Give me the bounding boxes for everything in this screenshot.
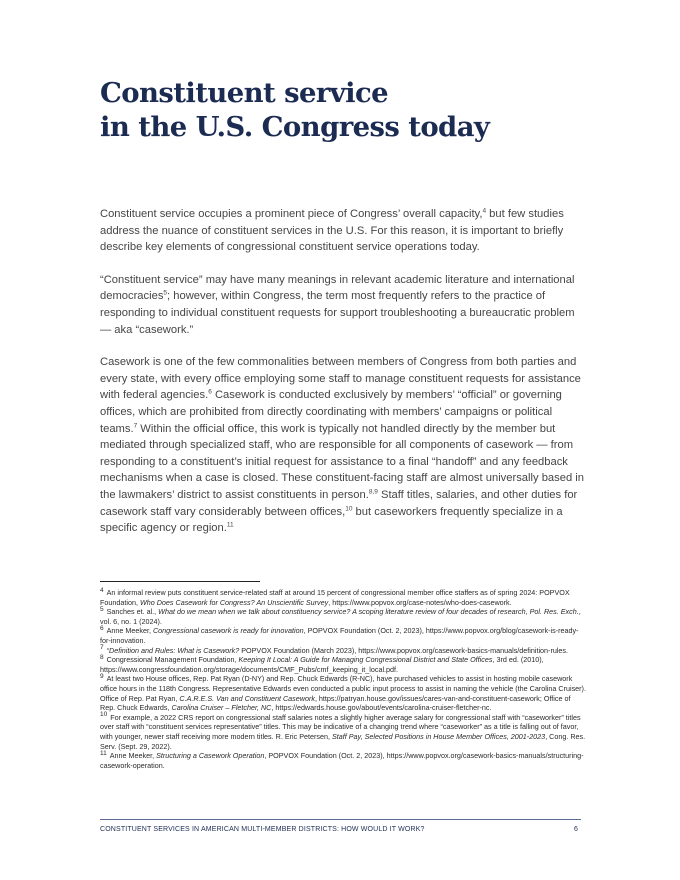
paragraph-text: Constituent service occupies a prominent piece of Congress’ overall capacity,: [100, 208, 483, 220]
footnote-text: , POPVOX Foundation (Oct. 2, 2023), https://www.popvox.org/casework-basics-manuals/structuring-casework-operation.: [100, 751, 584, 770]
footnote-mark: 8: [100, 653, 104, 661]
footnote-ref[interactable]: 8,9: [368, 488, 378, 496]
paragraph-text: Casework is one of the few commonalities between members of Congress from both parties and every state, with every office employing some staff to manage constituent requests for assistance with federal agencies.: [100, 356, 581, 402]
footnote-ref[interactable]: 11: [226, 521, 234, 529]
footnote-title: “Definition and Rules: What is Casework?: [106, 645, 240, 655]
footnote-ref[interactable]: 5: [163, 289, 168, 297]
footnote-text: Anne Meeker,: [109, 751, 157, 761]
footnote-8: [100, 655, 586, 674]
paragraph-text: ; however, within Congress, the term most frequently refers to the practice of responding to individual constituent requests for support troubleshooting a bureaucratic problem — aka “casework.”: [100, 290, 575, 336]
paragraph-2: [100, 272, 584, 338]
body-text: [100, 206, 584, 553]
footnote-title: Carolina Cruiser – Fletcher, NC: [171, 703, 272, 713]
footnote-ref[interactable]: 4: [482, 207, 487, 215]
footnote-5: [100, 607, 586, 626]
footnote-text: Anne Meeker,: [106, 626, 153, 636]
footnotes: [100, 588, 586, 770]
footnote-title: Staff Pay, Selected Positions in House Member Offices, 2001-2023: [331, 731, 546, 741]
footnote-ref[interactable]: 7: [133, 421, 138, 429]
footnote-4: [100, 588, 586, 607]
footnote-title: Congressional casework is ready for innovation: [152, 626, 304, 636]
footnote-mark: 7: [100, 644, 104, 652]
running-title: CONSTITUENT SERVICES IN AMERICAN MULTI-MEMBER DISTRICTS: HOW WOULD IT WORK?: [100, 826, 425, 833]
footnote-mark: 6: [100, 624, 104, 632]
footnote-text: At least two House offices, Rep. Pat Ryan (D-NY) and Rep. Chuck Edwards (R-NC), have purchased vehicles to assist in hosting mobile casework office hours in the 118th Congress. Representative Edwards even conducted a public input process to assist in naming the vehicle (the Carolina Cruiser). Office of Rep. Pat Ryan,: [100, 674, 586, 703]
footnote-text: , Cong. Res. Serv. (Sept. 29, 2022).: [100, 731, 586, 751]
footnote-mark: 4: [100, 586, 104, 594]
footer-divider: [100, 819, 581, 820]
paragraph-text: but few studies address the nuance of constituent services in the U.S. For this reason, it is important to briefly describe key elements of congressional constituent service operations today.: [100, 208, 564, 254]
paragraph-text: Casework is conducted exclusively by members’ “official” or governing offices, which are prohibited from directly coordinating with members’ campaigns or political teams.: [100, 389, 562, 435]
paragraph-text: Staff titles, salaries, and other duties for casework staff vary considerably between offices,: [100, 488, 578, 518]
footnote-text: , POPVOX Foundation (Oct. 2, 2023), https://www.popvox.org/blog/casework-is-ready-for-innovation.: [100, 626, 579, 645]
footnote-title: Keeping It Local: A Guide for Managing Congressional District and State Offices: [238, 655, 493, 665]
footnote-mark: 10: [100, 711, 108, 719]
paragraph-3: [100, 354, 584, 537]
footnote-mark: 11: [100, 749, 107, 757]
title-line-2: in the U.S. Congress today: [100, 111, 490, 143]
footnote-title: Structuring a Casework Operation: [156, 751, 265, 761]
title-line-1: Constituent service: [100, 77, 389, 109]
footnote-text: POPVOX Foundation (March 2023), https://www.popvox.org/casework-basics-manuals/definition-rules.: [239, 645, 569, 655]
page-title: [100, 76, 489, 144]
footnote-10: [100, 713, 586, 751]
paragraph-text: Within the official office, this work is typically not handled directly by the member but mediated through specialized staff, who are responsible for all components of casework — from responding to a constituent’s initial request for assistance to a final “handoff” and any feedback mechanisms when a case is closed. These constituent-facing staff are almost universally based in the lawmakers’ district to assist constituents in person.: [100, 422, 585, 501]
footnote-7: [100, 646, 586, 656]
footnote-9: [100, 674, 586, 712]
footnote-text: , vol. 6, no. 1 (2024).: [100, 607, 581, 626]
footnote-text: Sanches et. al.,: [106, 607, 159, 617]
footnote-text: For example, a 2022 CRS report on congressional staff salaries notes a slightly higher average salary for congressional staff with “caseworker” titles over staff with “constituent services representative” titles. This may be indicative of a changing trend where “caseworker” as a title is falling out of favor, with younger, newer staff receiving more modern titles. R. Eric Petersen,: [100, 712, 581, 741]
footnote-title: Who Does Casework for Congress? An Unscientific Survey: [139, 597, 329, 607]
footnote-text: , https://www.popvox.org/case-notes/who-does-casework.: [328, 597, 512, 607]
paragraph-text: “Constituent service” may have many meanings in relevant academic literature and international democracies: [100, 273, 575, 303]
footnote-text: , 3rd ed. (2010), https://www.congressfoundation.org/storage/documents/CMF_Pubs/cmf_keeping_it_local.pdf.: [100, 655, 544, 674]
footnote-6: [100, 626, 586, 645]
paragraph-text: but caseworkers frequently specialize in a specific agency or region.: [100, 505, 563, 535]
page-number: 6: [574, 826, 578, 833]
footnote-mark: 5: [100, 605, 104, 613]
footnote-text: , https://patryan.house.gov/issues/cares-van-and-constituent-casework; Office of Rep. Chuck Edwards,: [100, 693, 571, 713]
footnote-ref[interactable]: 6: [208, 388, 212, 396]
footnote-title: C.A.R.E.S. Van and Constituent Casework: [179, 693, 315, 703]
footnote-mark: 9: [100, 672, 104, 680]
footnote-11: [100, 751, 586, 770]
paragraph-1: [100, 206, 584, 256]
footnote-divider: [100, 581, 260, 582]
footnote-text: , https://edwards.house.gov/about/events/carolina-cruiser-fletcher-nc.: [271, 703, 492, 713]
footnote-text: Congressional Management Foundation,: [106, 655, 239, 665]
footnote-text: An informal review puts constituent service-related staff at around 15 percent of congressional member office staffers as of spring 2024: POPVOX Foundation,: [100, 588, 570, 607]
footnote-ref[interactable]: 10: [345, 504, 353, 512]
footnote-title: What do we mean when we talk about constituency service? A scoping literature review of four decades of research, Pol. Res. Exch.: [158, 607, 579, 617]
